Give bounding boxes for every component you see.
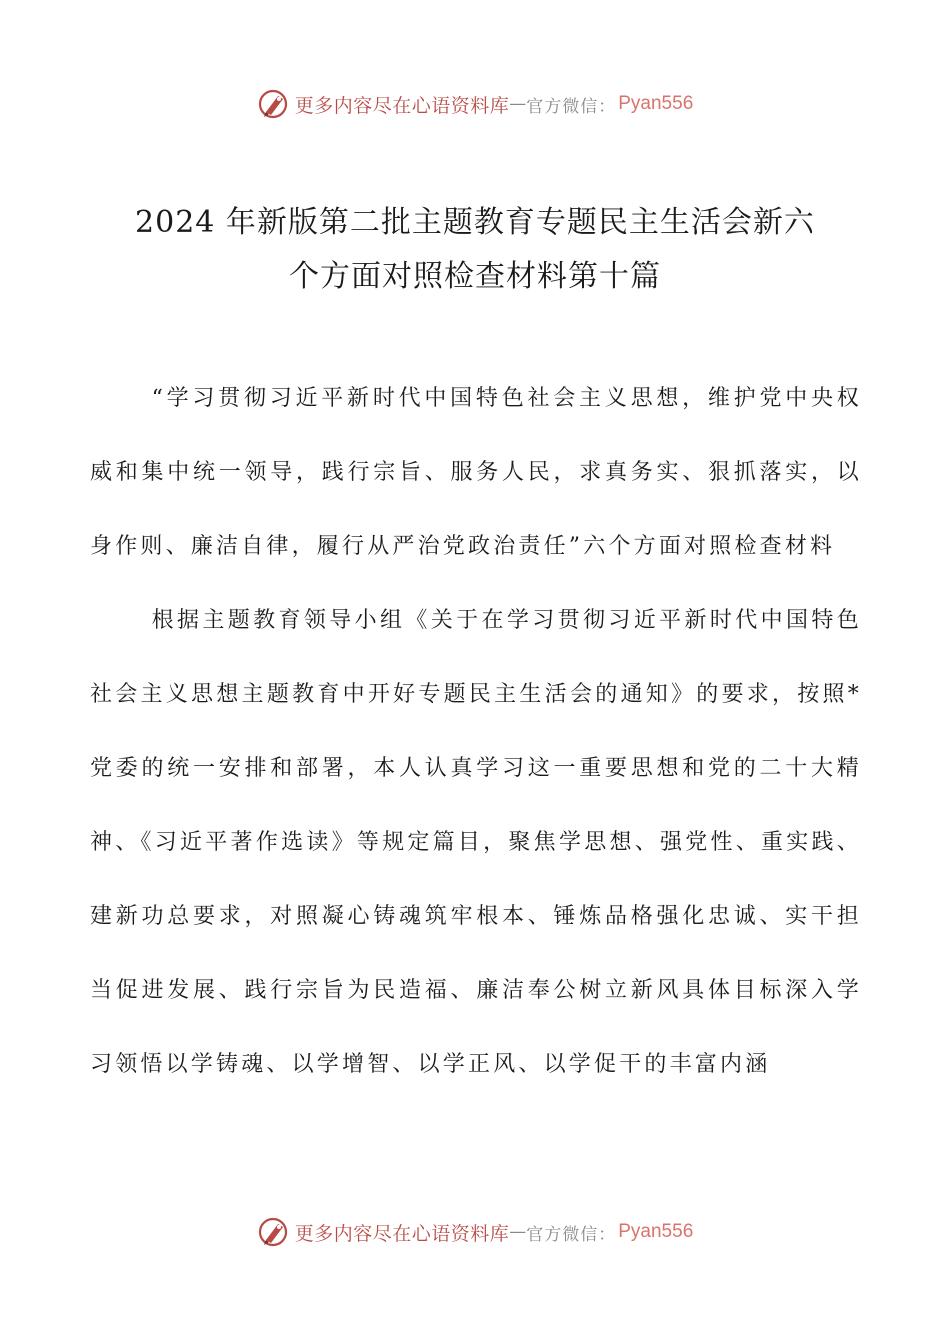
paragraph: 根据主题教育领导小组《关于在学习贯彻习近平新时代中国特色社会主义思想主题教育中开好专题民主生活会的通知》的要求，按照*党委的统一安排和部署，本人认真学习这一重要思想和党的二十大精神、《习近平著作选读》等规定篇目，聚焦学思想、强党性、重实践、建新功总要求，对照凝心铸魂筑牢根本、锤炼品格强化忠诚、实干担当促进发展、践行宗旨为民造福、廉洁奉公树立新风具体目标深入学习领悟以学铸魂、以学增智、以学正风、以学促干的丰富内涵: [90, 608, 862, 1077]
banner-dash: —: [509, 1222, 527, 1242]
banner-label: 官方微信：: [526, 1224, 617, 1245]
title-line-1: 2024 年新版第二批主题教育专题民主生活会新六: [135, 205, 815, 240]
paragraph: “学习贯彻习近平新时代中国特色社会主义思想，维护党中央权威和集中统一领导，践行宗旨、服务人民，求真务实、狠抓落实，以身作则、廉洁自律，履行从严治党政治责任”六个方面对照检查材料: [90, 386, 862, 559]
banner-text: 更多内容尽在心语资料库: [294, 1222, 510, 1245]
footer-banner: [0, 1212, 950, 1252]
document-title: [60, 196, 890, 304]
pen-nib-seal-icon: [257, 87, 291, 121]
banner-text: 更多内容尽在心语资料库: [294, 94, 510, 117]
banner-label: 官方微信：: [526, 96, 617, 117]
wechat-id: Pyan556: [618, 1221, 694, 1242]
title-line-2: 个方面对照检查材料第十篇: [289, 259, 661, 294]
pen-nib-seal-icon: [257, 1215, 291, 1249]
header-banner: [0, 84, 950, 124]
document-body: [90, 362, 862, 1102]
wechat-id: Pyan556: [618, 93, 694, 114]
banner-dash: —: [509, 94, 527, 114]
